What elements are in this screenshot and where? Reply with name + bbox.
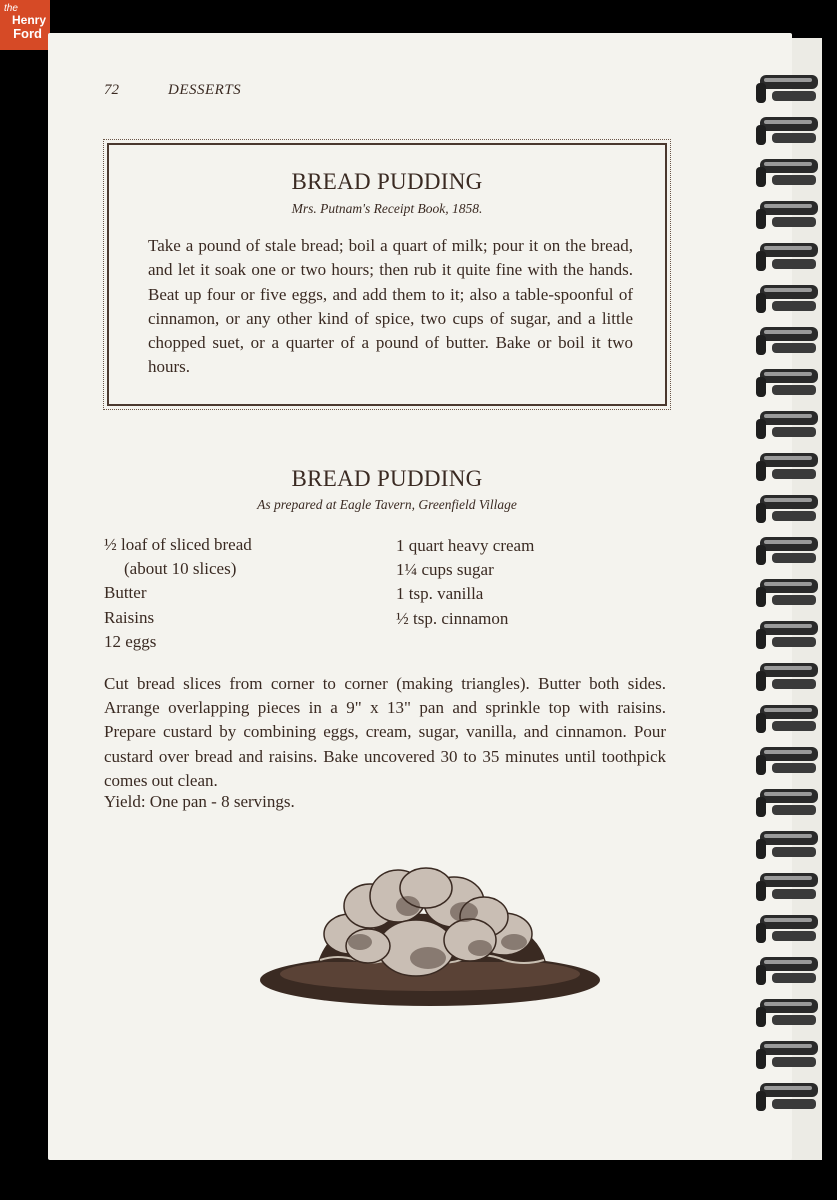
logo-ford: Ford bbox=[13, 26, 42, 41]
ingredient: 12 eggs bbox=[104, 631, 157, 651]
ingredients-right bbox=[396, 534, 534, 631]
logo-the: the bbox=[4, 3, 18, 14]
recipe2-yield: Yield: One pan - 8 servings. bbox=[104, 792, 295, 811]
recipe2-title: BREAD PUDDING bbox=[291, 466, 483, 491]
ingredients-left bbox=[104, 533, 252, 654]
recipe2-directions: Cut bread slices from corner to corner (making triangles). Butter both sides. Arrange overlapping pieces in a 9" x 13" pan and sprinkle top with raisins. Prepare custard by combining eggs, cream, sugar, vanilla, and cinnamon. Pour custard over bread and raisins. Bake uncovered 30 to 35 minutes until toothpick comes out clean. bbox=[104, 674, 666, 790]
recipe1-source: Mrs. Putnam's Receipt Book, 1858. bbox=[291, 201, 483, 216]
recipe1-title: BREAD PUDDING bbox=[291, 169, 483, 194]
ingredient: ½ loaf of sliced bread bbox=[104, 535, 252, 554]
ingredient: ½ tsp. cinnamon bbox=[396, 608, 509, 628]
museum-logo bbox=[0, 0, 50, 50]
logo-henry: Henry bbox=[11, 13, 46, 27]
ingredient-note: (about 10 slices) bbox=[124, 559, 237, 579]
recipe2-source: As prepared at Eagle Tavern, Greenfield Village bbox=[257, 497, 517, 512]
ingredient: 1 tsp. vanilla bbox=[396, 584, 484, 604]
historic-recipe-box bbox=[107, 143, 667, 406]
ingredient: Raisins bbox=[104, 607, 155, 627]
section-title: DESSERTS bbox=[168, 82, 242, 98]
bread-pudding-illustration bbox=[258, 862, 604, 1012]
spiral-binding bbox=[752, 75, 822, 1125]
ingredient: 1 quart heavy cream bbox=[396, 536, 535, 555]
page-number: 72 bbox=[104, 82, 119, 98]
ingredient: 1¼ cups sugar bbox=[396, 560, 494, 580]
recipe1-body: Take a pound of stale bread; boil a quart of milk; pour it on the bread, and let it soak one or two hours; then rub it quite fine with the hands. Beat up four or five eggs, and add them to it; also a table-spoonful of cinnamon, or any other kind of spice, two cups of sugar, and a little chopped suet, or a quarter of a pound of butter. Bake or boil it two hours. bbox=[148, 236, 633, 377]
ingredient: Butter bbox=[104, 583, 147, 603]
page-header bbox=[104, 82, 242, 99]
